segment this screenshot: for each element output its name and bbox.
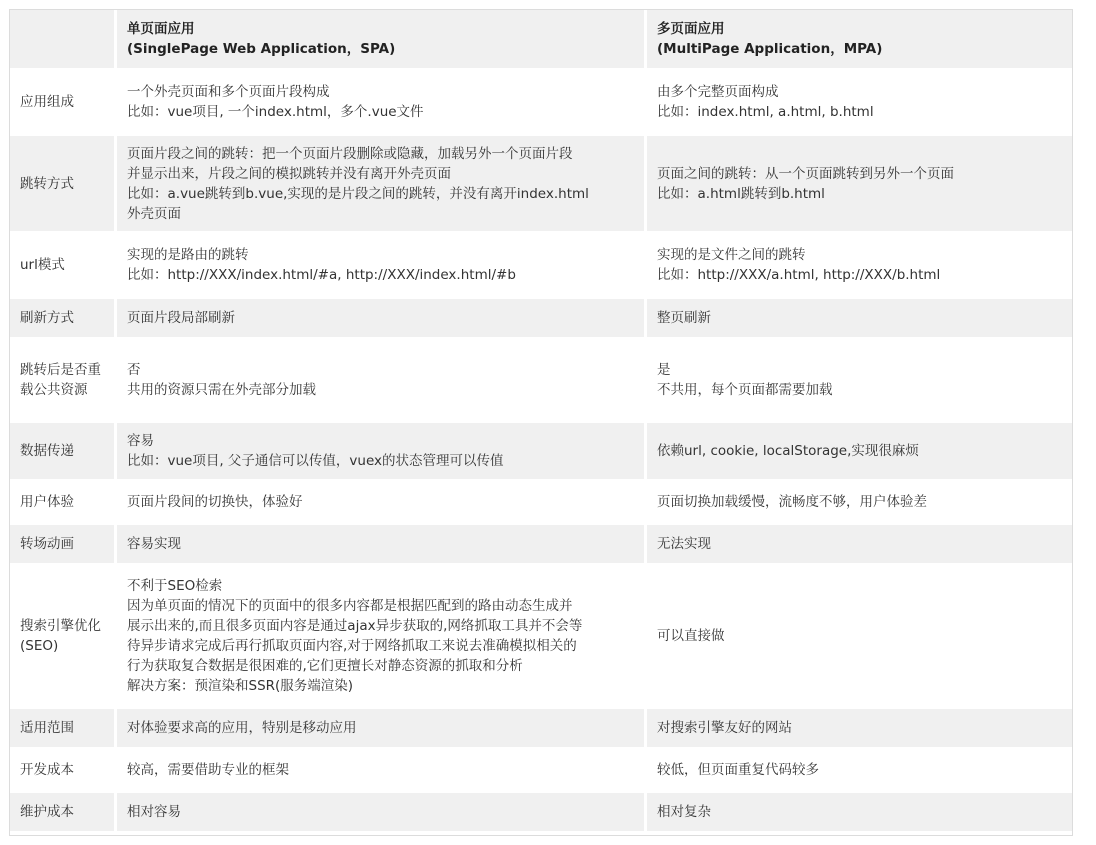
mpa-cell: 对搜索引擎友好的网站 [647,709,1072,751]
table-row [10,525,1072,567]
table-row [10,423,1072,483]
table-row [10,299,1072,341]
spa-cell: 对体验要求高的应用，特别是移动应用 [117,709,647,751]
mpa-cell: 依赖url, cookie, localStorage,实现很麻烦 [647,423,1072,483]
row-label: 应用组成 [10,72,117,136]
mpa-cell: 较低，但页面重复代码较多 [647,751,1072,793]
spa-mpa-comparison-table [10,10,1072,835]
row-label: 跳转后是否重载公共资源 [10,341,117,423]
table-row [10,793,1072,835]
table-header-row [10,10,1072,72]
row-label: 刷新方式 [10,299,117,341]
spa-cell: 一个外壳页面和多个页面片段构成 比如：vue项目, 一个index.html，多个.vue文件 [117,72,647,136]
mpa-cell: 可以直接做 [647,567,1072,709]
mpa-cell: 页面之间的跳转：从一个页面跳转到另外一个页面 比如：a.html跳转到b.html [647,136,1072,235]
row-label: 跳转方式 [10,136,117,235]
row-label: 适用范围 [10,709,117,751]
header-corner-cell [10,10,117,72]
mpa-cell: 无法实现 [647,525,1072,567]
mpa-cell: 是 不共用，每个页面都需要加载 [647,341,1072,423]
spa-cell: 实现的是路由的跳转 比如：http://XXX/index.html/#a, http://XXX/index.html/#b [117,235,647,299]
mpa-cell: 相对复杂 [647,793,1072,835]
header-spa-cell [117,10,647,72]
row-label: 维护成本 [10,793,117,835]
spa-cell: 页面片段之间的跳转：把一个页面片段删除或隐藏，加载另外一个页面片段 并显示出来，片段之间的模拟跳转并没有离开外壳页面 比如：a.vue跳转到b.vue,实现的是片段之间的跳转，并没有离开index.html 外壳页面 [117,136,647,235]
spa-cell: 页面片段局部刷新 [117,299,647,341]
spa-cell: 相对容易 [117,793,647,835]
table-row [10,567,1072,709]
mpa-cell: 页面切换加载缓慢，流畅度不够，用户体验差 [647,483,1072,525]
spa-cell: 较高，需要借助专业的框架 [117,751,647,793]
spa-cell: 否 共用的资源只需在外壳部分加载 [117,341,647,423]
row-label: 搜索引擎优化(SEO) [10,567,117,709]
mpa-cell: 整页刷新 [647,299,1072,341]
table-row [10,341,1072,423]
table-row [10,235,1072,299]
row-label: 转场动画 [10,525,117,567]
spa-subtitle: (SinglePage Web Application，SPA) [127,41,396,57]
row-label: 数据传递 [10,423,117,483]
table-row [10,483,1072,525]
row-label: 开发成本 [10,751,117,793]
header-mpa-cell [647,10,1072,72]
spa-cell: 页面片段间的切换快，体验好 [117,483,647,525]
mpa-subtitle: (MultiPage Application，MPA) [657,41,883,57]
table-row [10,72,1072,136]
row-label: url模式 [10,235,117,299]
table-body [10,72,1072,835]
table-row [10,751,1072,793]
mpa-title: 多页面应用 [657,21,725,37]
table-row [10,136,1072,235]
spa-title: 单页面应用 [127,21,195,37]
row-label: 用户体验 [10,483,117,525]
mpa-cell: 实现的是文件之间的跳转 比如：http://XXX/a.html, http://XXX/b.html [647,235,1072,299]
spa-cell: 不利于SEO检索 因为单页面的情况下的页面中的很多内容都是根据匹配到的路由动态生成并 展示出来的,而且很多页面内容是通过ajax异步获取的,网络抓取工具并不会等 待异步请求完成后再行抓取页面内容,对于网络抓取工来说去准确模拟相关的 行为获取复合数据是很困难的,它们更擅长对静态资源的抓取和分析 解决方案：预渲染和SSR(服务端渲染) [117,567,647,709]
spa-cell: 容易 比如：vue项目, 父子通信可以传值，vuex的状态管理可以传值 [117,423,647,483]
mpa-cell: 由多个完整页面构成 比如：index.html, a.html, b.html [647,72,1072,136]
table-row [10,709,1072,751]
spa-cell: 容易实现 [117,525,647,567]
